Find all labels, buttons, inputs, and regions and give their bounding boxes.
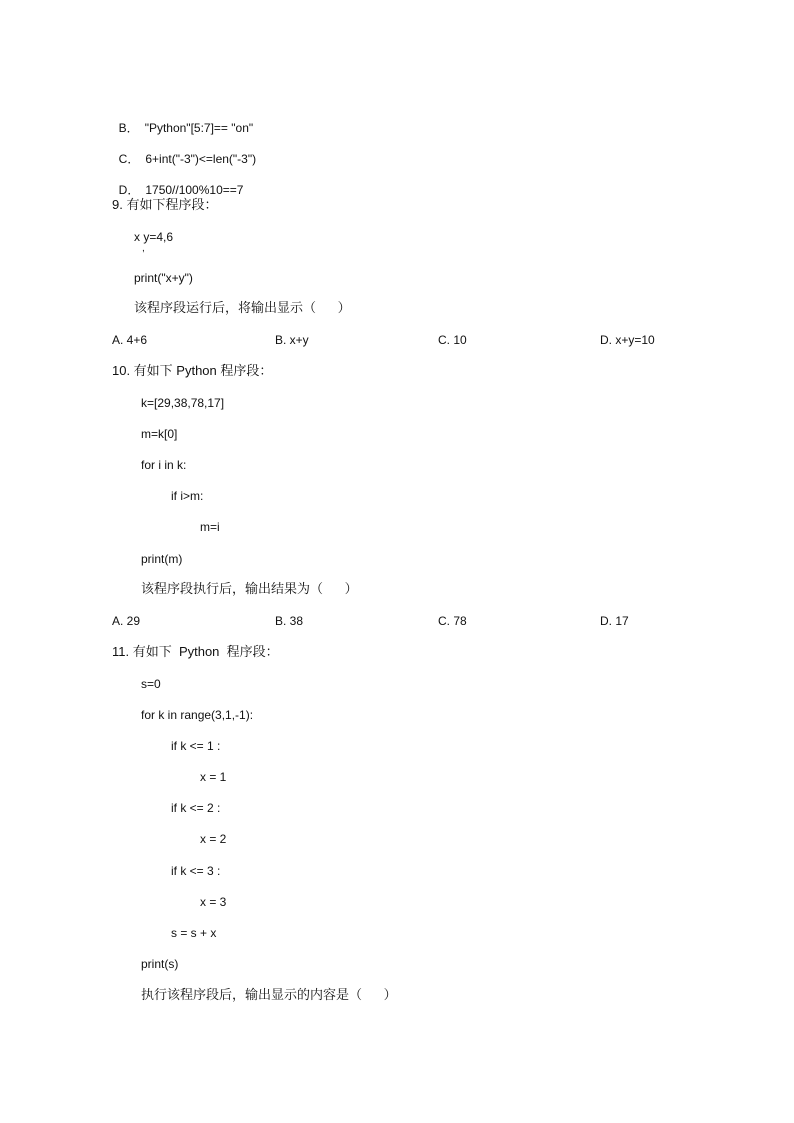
q10-option-c: C. 78 xyxy=(438,614,467,628)
q11-code-line-10: print(s) xyxy=(141,957,179,971)
q11-code-line-8: x = 3 xyxy=(200,895,227,909)
q9-option-c: C. 10 xyxy=(438,333,467,347)
q10-option-a: A. 29 xyxy=(112,614,141,628)
q10-code-line-2: m=k[0] xyxy=(141,427,178,441)
q10-option-b: B. 38 xyxy=(275,614,304,628)
q9-option-b: B. x+y xyxy=(275,333,309,347)
q10-stem: 10. 有如下 Python 程序段： xyxy=(112,363,273,378)
q11-question: 执行该程序段后，输出显示的内容是（ ） xyxy=(141,987,397,1002)
q9-code-line-2: print("x+y") xyxy=(134,271,193,285)
q11-code-line-6: x = 2 xyxy=(200,832,227,846)
q10-code-line-4: if i>m: xyxy=(171,489,204,503)
q11-stem: 11. 有如下 Python 程序段： xyxy=(112,644,279,659)
q11-code-line-4: x = 1 xyxy=(200,770,227,784)
q8-option-d-text: 1750//100%10==7 xyxy=(145,183,244,197)
q10-code-line-6: print(m) xyxy=(141,552,183,566)
q10-question: 该程序段执行后，输出结果为（ ） xyxy=(141,581,358,596)
q8-option-d-label: D． xyxy=(118,183,140,197)
q11-code-line-1: s=0 xyxy=(141,677,161,691)
q10-option-d: D. 17 xyxy=(600,614,629,628)
q10-code-line-1: k=[29,38,78,17] xyxy=(141,396,225,410)
q9-option-a: A. 4+6 xyxy=(112,333,148,347)
q9-stem: 9. 有如下程序段： xyxy=(112,197,218,212)
q11-code-line-2: for k in range(3,1,-1): xyxy=(141,708,254,722)
q8-option-b-label: B． xyxy=(118,121,139,135)
q9-code-comma: , xyxy=(142,243,145,254)
q8-option-d xyxy=(112,166,243,198)
q11-code-line-3: if k <= 1 : xyxy=(171,739,221,753)
q9-question: 该程序段运行后，将输出显示（ ） xyxy=(134,300,351,315)
q8-option-b xyxy=(112,104,253,136)
q8-option-b-text: "Python"[5:7]== "on" xyxy=(144,121,254,135)
q11-code-line-9: s = s + x xyxy=(171,926,217,940)
q8-option-c-text: 6+int("-3")<=len("-3") xyxy=(145,152,257,166)
q11-code-line-5: if k <= 2 : xyxy=(171,801,221,815)
q8-option-c xyxy=(112,135,256,167)
q11-code-line-7: if k <= 3 : xyxy=(171,864,221,878)
q9-code-line-1: x y=4,6 xyxy=(134,230,174,244)
q8-option-c-label: C． xyxy=(118,152,140,166)
q9-option-d: D. x+y=10 xyxy=(600,333,655,347)
q10-code-line-3: for i in k: xyxy=(141,458,187,472)
q10-code-line-5: m=i xyxy=(200,520,220,534)
